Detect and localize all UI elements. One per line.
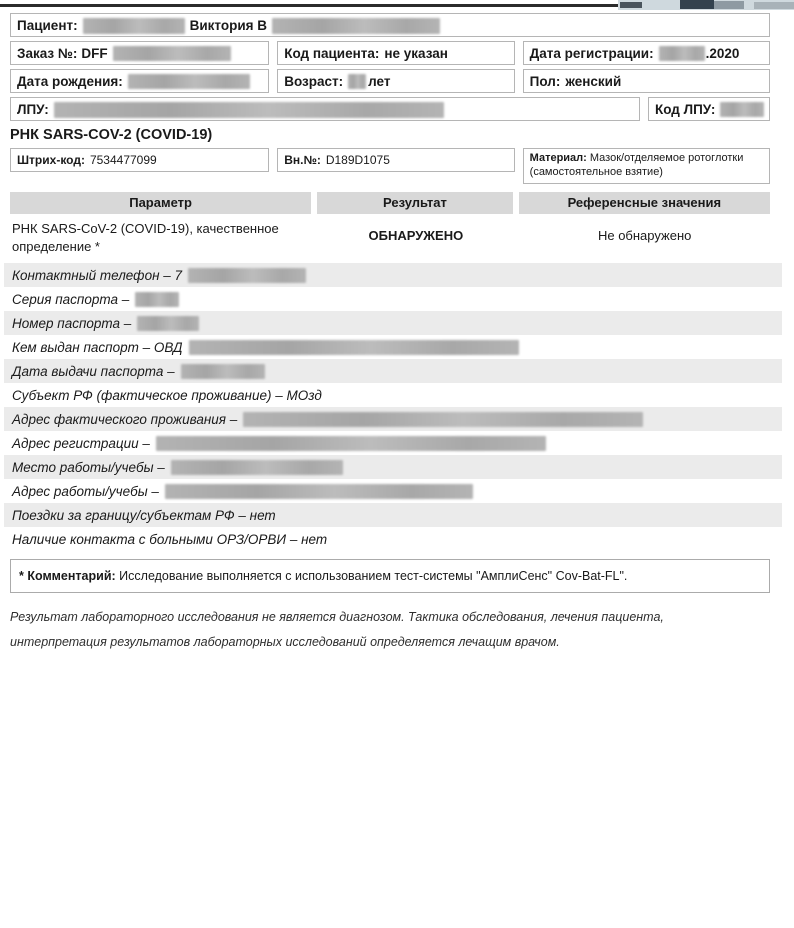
info-row-passport-issuer bbox=[4, 335, 782, 359]
result-parameter: РНК SARS-CoV-2 (COVID-19), качественное определение * bbox=[12, 221, 279, 254]
comment-label: * Комментарий: bbox=[19, 569, 116, 584]
info-row-subject-rf bbox=[4, 383, 782, 407]
lpu-code-label: Код ЛПУ: bbox=[655, 102, 716, 117]
order-number-value: DFF bbox=[81, 46, 108, 61]
lpu-label: ЛПУ: bbox=[17, 102, 49, 117]
info-row-text: Наличие контакта с больными ОРЗ/ОРВИ – нет bbox=[12, 531, 328, 547]
info-row-text: Дата выдачи паспорта – bbox=[12, 363, 175, 379]
birth-date-field bbox=[10, 69, 269, 93]
internal-number-label: Вн.№: bbox=[284, 153, 321, 167]
patient-label: Пациент: bbox=[17, 18, 78, 33]
age-suffix: лет bbox=[368, 74, 391, 89]
header-image-fragment bbox=[618, 0, 794, 10]
info-row-travel bbox=[4, 503, 782, 527]
result-reference: Не обнаружено bbox=[597, 228, 692, 243]
info-row-text: Адрес регистрации – bbox=[12, 435, 150, 451]
birth-date-label: Дата рождения: bbox=[17, 74, 123, 89]
info-row-text: Адрес фактического проживания – bbox=[12, 411, 238, 427]
results-table-header bbox=[10, 192, 770, 214]
redacted-value bbox=[156, 436, 546, 451]
internal-number-field bbox=[277, 148, 514, 172]
redacted-registration-date bbox=[659, 46, 705, 61]
lpu-code-field bbox=[648, 97, 770, 121]
redacted-value bbox=[171, 460, 343, 475]
patient-row bbox=[10, 13, 770, 37]
order-row bbox=[10, 41, 770, 65]
sex-field bbox=[523, 69, 770, 93]
patient-code-label: Код пациента: bbox=[284, 46, 380, 61]
redacted-value bbox=[188, 268, 306, 283]
result-row bbox=[10, 218, 770, 257]
sample-row bbox=[10, 148, 770, 184]
patient-field bbox=[10, 13, 770, 37]
info-row-passport-number bbox=[4, 311, 782, 335]
test-title: РНК SARS-COV-2 (COVID-19) bbox=[10, 127, 213, 143]
order-number-label: Заказ №: bbox=[17, 46, 78, 61]
redacted-value bbox=[181, 364, 265, 379]
internal-number-value: D189D1075 bbox=[325, 153, 390, 167]
info-row-text: Место работы/учебы – bbox=[12, 459, 165, 475]
comment-box bbox=[10, 559, 770, 593]
patient-code-field bbox=[277, 41, 514, 65]
info-row-text: Кем выдан паспорт – ОВД bbox=[12, 339, 183, 355]
sex-value: женский bbox=[565, 74, 622, 89]
redacted-value bbox=[135, 292, 179, 307]
result-value: ОБНАРУЖЕНО bbox=[368, 228, 464, 243]
redacted-value bbox=[243, 412, 643, 427]
barcode-label: Штрих-код: bbox=[17, 153, 85, 167]
redacted-lpu-name bbox=[54, 102, 444, 118]
redacted-value bbox=[189, 340, 519, 355]
redacted-value bbox=[137, 316, 199, 331]
info-row-text: Поездки за границу/субъектам РФ – нет bbox=[12, 507, 276, 523]
column-header-result: Результат bbox=[317, 192, 512, 214]
registration-date-field bbox=[523, 41, 770, 65]
info-row-text: Субъект РФ (фактическое проживание) – МОзд bbox=[12, 387, 322, 403]
header-image-fragment-part bbox=[620, 2, 642, 8]
header-image-fragment-part bbox=[754, 2, 794, 9]
age-label: Возраст: bbox=[284, 74, 344, 89]
top-border-line bbox=[0, 4, 700, 7]
comment-text: Исследование выполняется с использованием тест-системы "АмплиСенс" Cov-Bat-FL". bbox=[119, 569, 628, 584]
redacted-surname bbox=[83, 18, 185, 34]
birth-row bbox=[10, 69, 770, 93]
redacted-lpu-code bbox=[720, 102, 764, 117]
redacted-birth-date bbox=[128, 74, 250, 89]
info-row-contact-phone bbox=[4, 263, 782, 287]
report-content bbox=[10, 13, 770, 655]
header-image-fragment-part bbox=[714, 1, 744, 9]
age-field bbox=[277, 69, 514, 93]
info-row-text: Адрес работы/учебы – bbox=[12, 483, 159, 499]
sex-label: Пол: bbox=[529, 74, 561, 89]
info-row-work-address bbox=[4, 479, 782, 503]
material-value: Мазок/отделяемое ротоглотки (самостоятельное взятие) bbox=[529, 152, 744, 179]
info-row-text: Серия паспорта – bbox=[12, 291, 130, 307]
registration-date-suffix: .2020 bbox=[705, 46, 740, 61]
registration-date-label: Дата регистрации: bbox=[529, 46, 654, 61]
redacted-order-number bbox=[113, 46, 231, 61]
column-header-parameter: Параметр bbox=[10, 192, 311, 214]
info-row-workplace bbox=[4, 455, 782, 479]
barcode-value: 7534477099 bbox=[89, 153, 157, 167]
info-row-contact-with-sick bbox=[4, 527, 782, 551]
info-row-actual-address bbox=[4, 407, 782, 431]
redacted-patronymic bbox=[272, 18, 440, 34]
info-row-text: Номер паспорта – bbox=[12, 315, 132, 331]
lpu-field bbox=[10, 97, 640, 121]
order-number-field bbox=[10, 41, 269, 65]
material-label: Материал: bbox=[529, 152, 587, 164]
column-header-reference: Референсные значения bbox=[519, 192, 770, 214]
patient-info-list bbox=[10, 263, 770, 551]
info-row-text: Контактный телефон – 7 bbox=[12, 267, 183, 283]
barcode-field bbox=[10, 148, 269, 172]
header-image-fragment-part bbox=[680, 0, 714, 9]
patient-visible-name: Виктория В bbox=[189, 18, 268, 33]
redacted-value bbox=[165, 484, 473, 499]
lpu-row bbox=[10, 97, 770, 121]
redacted-age bbox=[348, 74, 366, 89]
info-row-registration-address bbox=[4, 431, 782, 455]
patient-code-value: не указан bbox=[384, 46, 448, 61]
disclaimer-text: Результат лабораторного исследования не является диагнозом. Тактика обследования, лечения пациента, интерпретация результатов лабораторных исследований определяется лечащим врачом. bbox=[10, 610, 664, 650]
info-row-passport-issue-date bbox=[4, 359, 782, 383]
info-row-passport-series bbox=[4, 287, 782, 311]
material-field bbox=[523, 148, 770, 184]
